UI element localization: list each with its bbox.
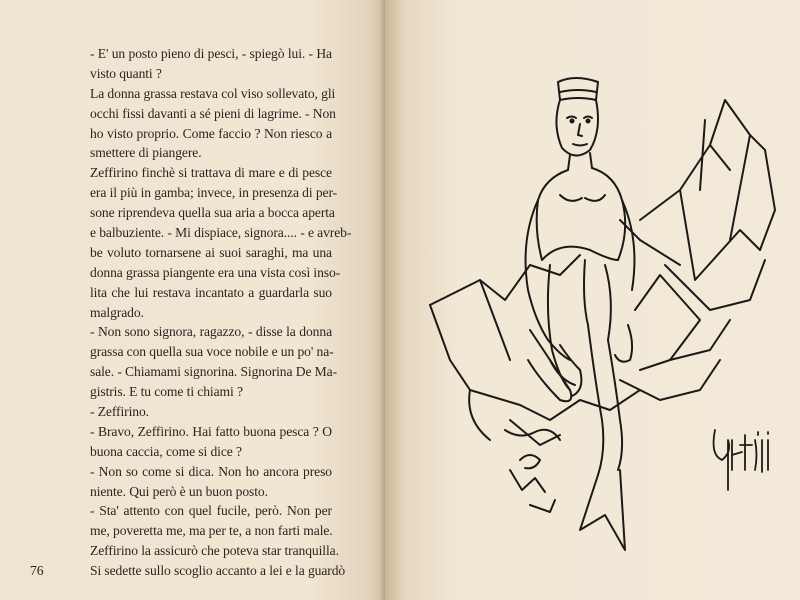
text-line: Zeffirino la assicurò che poteva star tranquilla. <box>90 543 339 559</box>
text-line: - Non so come si dica. Non ho ancora preso <box>90 463 332 479</box>
text-line: era il più in gamba; invece, in presenza di per- <box>90 185 338 201</box>
left-page <box>0 0 385 600</box>
text-line: lita che lui restava incantato a guardarla suo <box>90 284 332 300</box>
text-line: - E' un posto pieno di pesci, - spiegò lui. - Ha <box>90 46 332 61</box>
text-line: sone riprendeva quella sua aria a bocca aperta <box>90 205 335 221</box>
boy-figure <box>526 78 635 550</box>
artist-signature <box>714 430 768 490</box>
text-line: smettere di piangere. <box>90 145 202 161</box>
text-line: - Zeffirino. <box>90 404 149 420</box>
text-line: buona caccia, come si dice ? <box>90 443 242 459</box>
text-line: Si sedette sullo scoglio accanto a lei e la guardò <box>90 563 346 579</box>
text-line: Zeffirino finchè si trattava di mare e di pesce <box>90 165 332 181</box>
text-line: - Sta' attento con quel fucile, però. Non per <box>90 503 332 519</box>
page-text <box>90 44 352 581</box>
text-line: donna grassa piangente era una vista così inso- <box>90 264 341 280</box>
text-line: - Non sono signora, ragazzo, - disse la donna <box>90 324 332 340</box>
text-line: niente. Qui però è un buon posto. <box>90 483 268 499</box>
text-line: sale. - Chiamami signorina. Signorina De Ma- <box>90 364 338 380</box>
text-line: malgrado. <box>90 304 144 320</box>
text-line: - Bravo, Zeffirino. Hai fatto buona pesca ? O <box>90 423 332 439</box>
text-line: me, poveretta me, ma per te, a non farti male. <box>90 523 333 539</box>
text-line: gistris. E tu come ti chiami ? <box>90 384 243 400</box>
page-number: 76 <box>30 563 44 578</box>
text-line: ho visto proprio. Come faccio ? Non riesco a <box>90 125 332 141</box>
text-line: La donna grassa restava col viso sollevato, gli <box>90 85 336 101</box>
ink-illustration <box>410 60 780 570</box>
text-line: be voluto tornarsene ai suoi saraghi, ma una <box>90 244 332 260</box>
text-line: occhi fissi davanti a sé pieni di lagrime. - Non <box>90 105 336 121</box>
text-line: e balbuziente. - Mi dispiace, signora.... - e avreb- <box>90 225 352 241</box>
text-line: grassa con quella sua voce nobile e un po' na- <box>90 344 334 360</box>
text-line: visto quanti ? <box>90 65 162 81</box>
